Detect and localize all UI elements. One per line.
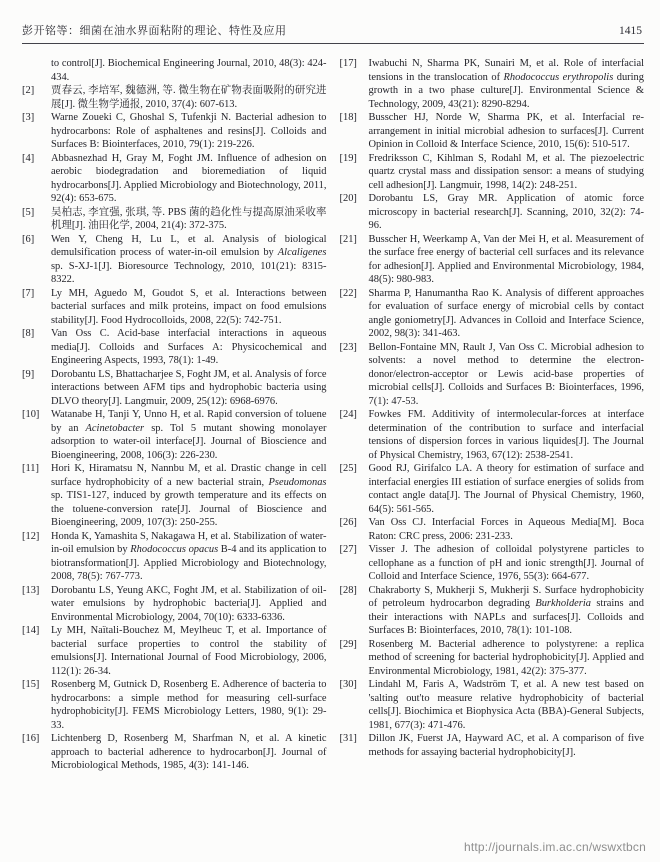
reference-columns	[22, 57, 644, 773]
reference-item	[22, 530, 327, 584]
reference-text: Ly MH, Naïtali-Bouchez M, Meylheuc T, et al. Importance of bacterial surface properties to control the stability of emulsions[J]. International Journal of Food Microbiology, 2006, 112(1): 26-34.	[51, 625, 327, 677]
reference-column-right	[340, 57, 645, 773]
reference-number: [4]	[22, 152, 35, 164]
reference-text: 贾春云, 李培军, 魏德洲, 等. 微生物在矿物表面吸附的研究进展[J]. 微生物学通报, 2010, 37(4): 607-613.	[51, 85, 327, 110]
reference-item	[340, 152, 645, 193]
page-header	[22, 14, 644, 43]
reference-number: [29]	[339, 638, 357, 650]
reference-number: [10]	[22, 409, 40, 420]
reference-text: Good RJ, Girifalco LA. A theory for estimation of surface and interfacial energies III estiation of surface energies of solids from contact angle data[J]. The Journal of Physical Chemistry, 1960, 64(5): 561-565.	[368, 463, 644, 515]
reference-number: [13]	[22, 584, 40, 596]
reference-item	[340, 233, 645, 287]
page-number: 1415	[619, 25, 642, 37]
reference-text: Sharma P, Hanumantha Rao K. Analysis of different approaches for evaluation of surface energy of microbial cells by contact angle goniometry[J]. Advances in Colloid and Interface Science, 2002, 98(3): 341-463.	[368, 287, 644, 339]
reference-item	[340, 462, 645, 516]
journal-url: http://journals.im.ac.cn/wswxtbcn	[463, 840, 646, 854]
reference-number: [28]	[339, 584, 357, 596]
reference-number: [11]	[22, 463, 40, 474]
reference-text: Fredriksson C, Kihlman S, Rodahl M, et al. The piezoelectric quartz crystal mass and dissipation sensor: a means of studying cell adhesion[J]. Langmuir, 1998, 14(2): 248-251.	[368, 152, 644, 191]
reference-text: Dorobantu LS, Yeung AKC, Foght JM, et al. Stabilization of oil-water emulsions by hydrophobic bacteria[J]. Applied and Environmental Microbiology, 2004, 70(10): 6333-6336.	[51, 584, 327, 623]
reference-text: Van Oss CJ. Interfacial Forces in Aqueous Media[M]. Boca Raton: CRC press, 2006: 231-233.	[368, 517, 644, 542]
reference-item	[22, 111, 327, 152]
reference-item	[22, 327, 327, 368]
reference-item	[340, 638, 645, 679]
reference-text: Lindahl M, Faris A, Wadström T, et al. A new test based on 'salting out'to measure relative hydrophobicity of bacterial cells[J]. Biochimica et Biophysica Acta (BBA)-General Subjects, 1981, 677(3): 471-476.	[368, 679, 644, 731]
reference-number: [27]	[339, 544, 357, 555]
reference-item	[22, 152, 327, 206]
reference-text: Dorobantu LS, Gray MR. Application of atomic force microscopy in bacterial research[J]. Scanning, 2010, 32(2): 74-96.	[368, 193, 644, 231]
reference-text: Dillon JK, Fuerst JA, Hayward AC, et al. A comparison of five methods for assaying bacterial hydrophobicity[J].	[368, 733, 644, 758]
reference-item	[22, 368, 327, 409]
reference-number: [7]	[22, 287, 35, 299]
reference-text: Lichtenberg D, Rosenberg M, Sharfman N, et al. A kinetic approach to bacterial adherence to hydrocarbon[J]. Journal of Microbiological Methods, 1985, 4(3): 141-146.	[51, 733, 327, 771]
reference-number: [19]	[339, 152, 357, 164]
reference-number: [15]	[22, 679, 40, 690]
reference-item	[22, 408, 327, 462]
reference-number: [9]	[22, 368, 35, 380]
reference-text: Warne Zoueki C, Ghoshal S, Tufenkji N. Bacterial adhesion to hydrocarbons: Role of asphaltenes and resins[J]. Colloids and Surfaces B: Biointerfaces, 2010, 79(1): 219-226.	[51, 112, 327, 150]
running-title: 彭开铭等：细菌在油水界面粘附的理论、特性及应用	[22, 25, 287, 37]
reference-text: 吴柏志, 李宜强, 张琪, 等. PBS 菌的趋化性与提高原油采收率机理[J]. 油田化学, 2004, 21(4): 372-375.	[51, 206, 327, 231]
reference-text: Van Oss C. Acid-base interfacial interactions in aqueous media[J]. Colloids and Surfaces A: Physicochemical and Engineering Aspects, 1993, 78(1): 1-49.	[51, 328, 327, 366]
reference-text: Visser J. The adhesion of colloidal polystyrene particles to cellophane as a function of pH and ionic strength[J]. Journal of Colloid and Interface Science, 1976, 55(3): 664-677.	[368, 544, 644, 582]
reference-number: [3]	[22, 112, 35, 123]
reference-number: [30]	[339, 679, 357, 690]
reference-item	[22, 678, 327, 732]
reference-item	[340, 678, 645, 732]
reference-number: [18]	[339, 112, 357, 123]
reference-text: Honda K, Yamashita S, Nakagawa H, et al. Stabilization of water-in-oil emulsion by Rhodococcus opacus B-4 and its application to biotransformation[J]. Applied Microbiology and Biotechnology, 2008, 78(5): 767-773.	[51, 530, 327, 582]
reference-item	[340, 584, 645, 638]
reference-item	[22, 287, 327, 328]
reference-item	[22, 206, 327, 233]
reference-number: [25]	[339, 463, 357, 474]
reference-item	[340, 57, 645, 111]
reference-item	[22, 732, 327, 773]
reference-number: [24]	[339, 409, 357, 420]
reference-number: [26]	[339, 517, 357, 528]
reference-text: Wen Y, Cheng H, Lu L, et al. Analysis of biological demulsification process of water-in-oil emulsion by Alcaligenes sp. S-XJ-1[J]. Bioresource Technology, 2010, 101(21): 8315-8322.	[51, 233, 327, 285]
reference-number: [20]	[339, 193, 357, 204]
reference-number: [16]	[22, 733, 40, 744]
reference-item	[340, 111, 645, 152]
reference-number: [8]	[22, 328, 35, 339]
reference-item	[340, 408, 645, 462]
reference-text: to control[J]. Biochemical Engineering Journal, 2010, 48(3): 424-434.	[51, 58, 327, 83]
reference-item	[22, 624, 327, 678]
reference-number: [23]	[339, 341, 357, 353]
reference-column-left	[22, 57, 327, 773]
reference-item	[22, 584, 327, 625]
reference-number: [22]	[339, 287, 357, 299]
reference-text: Rosenberg M. Bacterial adherence to polystyrene: a replica method of screening for bacterial hydrophobicity[J]. Applied and Environmental Microbiology, 1981, 42(2): 375-377.	[368, 638, 644, 677]
reference-text: Hori K, Hiramatsu N, Nannbu M, et al. Drastic change in cell surface hydrophobicity of a new bacterial strain, Pseudomonas sp. TIS1-127, induced by growth temperature and its effects on the toluene-conversion rate[J]. Journal of Bioscience and Bioengineering, 2009, 107(3): 250-255.	[51, 463, 327, 528]
reference-text: Busscher H, Weerkamp A, Van der Mei H, et al. Measurement of the surface free energy of bacterial cell surfaces and its relevance for adhesion[J]. Applied and Environmental Microbiology, 1984, 48(5): 980-983.	[368, 233, 644, 285]
reference-item	[340, 341, 645, 409]
reference-number: [2]	[22, 85, 35, 96]
reference-text: Busscher HJ, Norde W, Sharma PK, et al. Interfacial re-arrangement in initial microbial adhesion to surfaces[J]. Current Opinion in Colloid & Interface Science, 2010, 15(6): 510-517.	[368, 112, 644, 150]
reference-text: Ly MH, Aguedo M, Goudot S, et al. Interactions between bacterial surfaces and milk proteins, impact on food emulsions stability[J]. Food Hydrocolloids, 2008, 22(5): 742-751.	[51, 287, 327, 326]
reference-text: Bellon-Fontaine MN, Rault J, Van Oss C. Microbial adhesion to solvents: a novel method to determine the electron-donor/electron-acceptor or Lewis acid-base properties of microbial cells[J]. Colloids and Surfaces B: Biointerfaces, 1996, 7(1): 47-53.	[368, 341, 644, 407]
reference-item	[340, 516, 645, 543]
reference-number: [14]	[22, 625, 40, 636]
reference-text: Iwabuchi N, Sharma PK, Sunairi M, et al. Role of interfacial tensions in the translocation of Rhodococcus erythropolis during growth in a two phase culture[J]. Environmental Science & Technology, 2009, 43(21): 8290-8294.	[368, 58, 644, 110]
reference-item	[340, 543, 645, 584]
reference-number	[22, 57, 51, 84]
reference-item	[22, 462, 327, 530]
reference-item	[22, 84, 327, 111]
reference-text: Dorobantu LS, Bhattacharjee S, Foght JM, et al. Analysis of force interactions between AFM tips and hydrophobic bacteria using DLVO theory[J]. Langmuir, 2009, 25(12): 6968-6976.	[51, 368, 327, 407]
reference-text: Fowkes FM. Additivity of intermolecular-forces at interface determination of the contribution to surface and interfacial tensions of dispersion forces in various liquides[J]. The Journal of Physical Chemistry, 1963, 67(12): 2538-2541.	[368, 409, 644, 461]
reference-text: Abbasnezhad H, Gray M, Foght JM. Influence of adhesion on aerobic biodegradation and bioremediation of liquid hydrocarbons[J]. Applied Microbiology and Biotechnology, 2011, 92(4): 653-675.	[51, 152, 327, 204]
reference-item	[340, 287, 645, 341]
reference-text: Rosenberg M, Gutnick D, Rosenberg E. Adherence of bacteria to hydrocarbons: a simple method for measuring cell-surface hydrophobicity[J]. FEMS Microbiology Letters, 1980, 9(1): 29-33.	[51, 679, 327, 731]
reference-number: [21]	[339, 233, 357, 245]
reference-item	[22, 233, 327, 287]
reference-number: [5]	[22, 206, 35, 218]
reference-number: [17]	[339, 58, 357, 69]
header-divider	[22, 43, 644, 44]
reference-item	[22, 57, 327, 84]
reference-item	[340, 732, 645, 759]
reference-item	[340, 192, 645, 233]
reference-number: [6]	[22, 233, 35, 245]
reference-number: [12]	[22, 530, 40, 542]
reference-text: Watanabe H, Tanji Y, Unno H, et al. Rapid conversion of toluene by an Acinetobacter sp. Tol 5 mutant showing monolayer adsorption to water-oil interface[J]. Journal of Bioscience and Bioengineering, 2008, 106(3): 226-230.	[51, 409, 327, 461]
reference-text: Chakraborty S, Mukherji S, Mukherji S. Surface hydrophobicity of petroleum hydrocarbon degrading Burkholderia strains and their interactions with NAPLs and surfaces[J]. Colloids and Surfaces B: Biointerfaces, 2010, 78(1): 101-108.	[368, 584, 644, 636]
reference-number: [31]	[339, 733, 357, 744]
